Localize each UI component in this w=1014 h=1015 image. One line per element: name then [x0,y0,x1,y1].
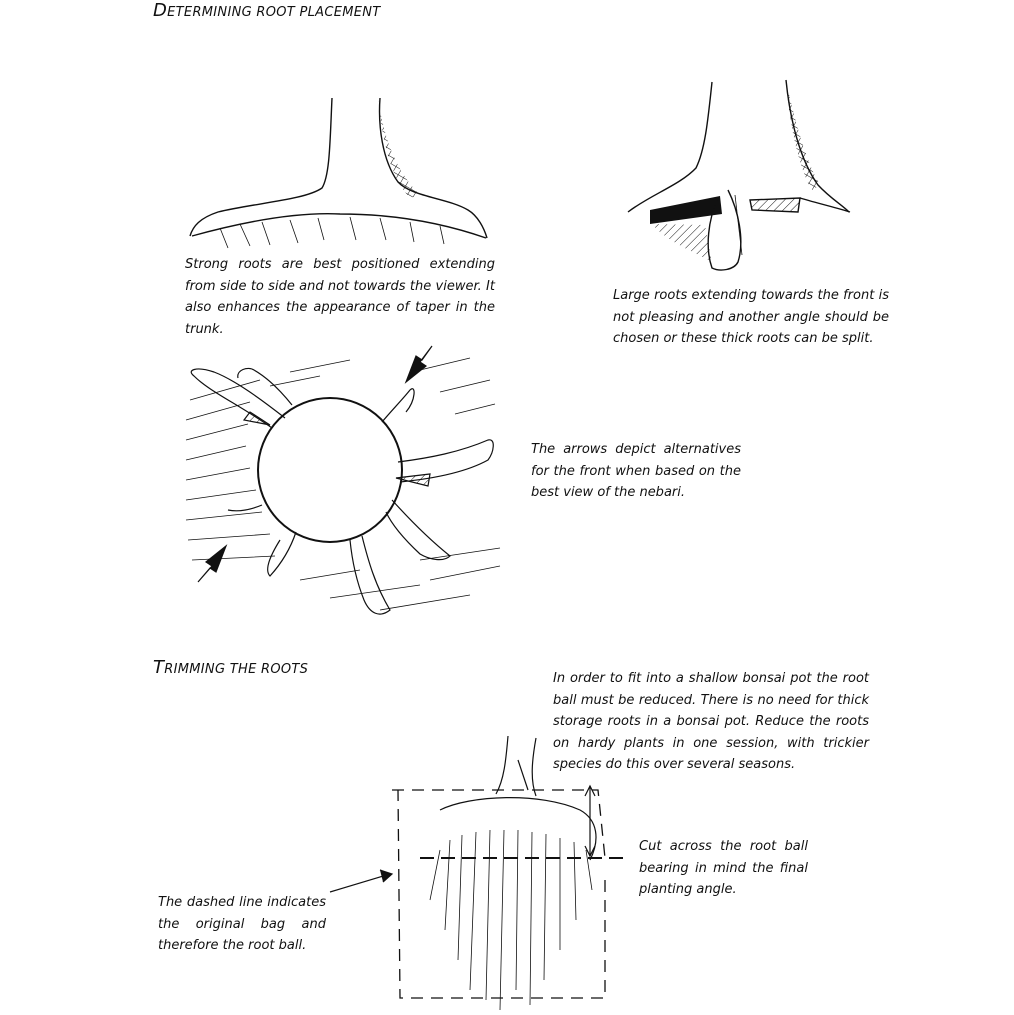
heading-rest: RIMMING THE ROOTS [164,662,309,677]
heading-initial: T [153,657,165,678]
top-view-nebari-sketch [186,346,500,614]
root-ball-trimming-sketch [330,736,630,1010]
trunk-good-roots-sketch [190,98,487,248]
heading-initial: D [153,0,168,21]
caption-dashed-line: The dashed line indicates the original bag and therefore the root ball. [158,895,326,953]
caption-arrows-alternatives: The arrows depict alternatives for the front when based on the best view of the nebari. [531,442,741,500]
caption-reduce-root-ball: In order to fit into a shallow bonsai pot the root ball must be reduced. There is no need for thick storage roots in a bonsai pot. Reduce the roots on hardy plants in one session, with trickier species do this over several seasons. [553,671,869,772]
caption-strong-roots: Strong roots are best positioned extending from side to side and not towards the viewer. It also enhances the appearance of taper in the trunk. [185,257,495,337]
caption-cut-across: Cut across the root ball bearing in mind the final planting angle. [639,839,808,897]
heading-rest: ETERMINING ROOT PLACEMENT [167,5,381,20]
caption-large-roots: Large roots extending towards the front is not pleasing and another angle should be chosen or these thick roots can be split. [613,288,889,346]
trunk-front-root-sketch [628,80,850,270]
